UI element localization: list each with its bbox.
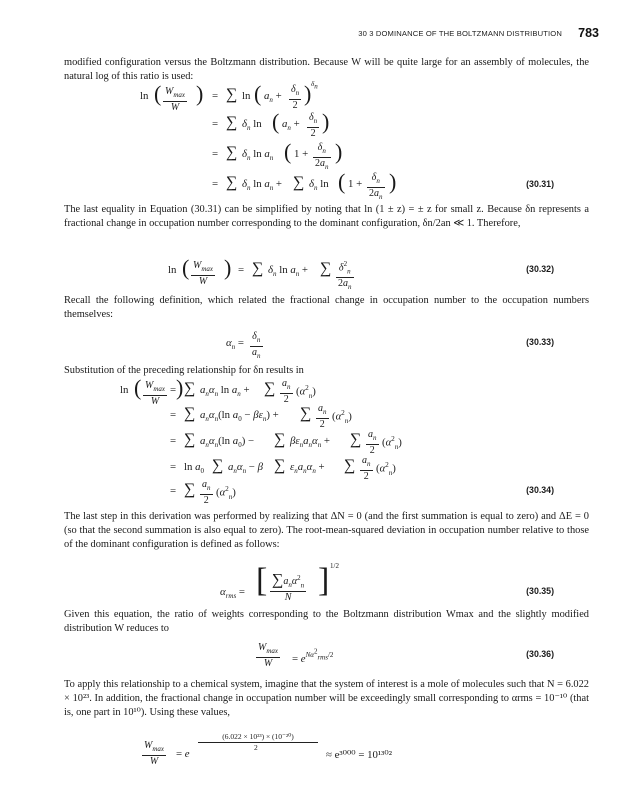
equation-30-34-line5: = ∑ $\frac{a_n}{2}$ $(\alpha^2_n)$ (30.34) (170, 479, 554, 506)
exponent-numerator: (6.022 × 10²³) × (10⁻²⁰) (222, 732, 294, 741)
equation-30-36: $W_{max}$ W = $e^{N\alpha^2_{rms}/2}$ (30.36) (258, 642, 554, 669)
equation-30-33: $\alpha_n$ = $\frac{\delta_n}{a_n}$ (30.33) (226, 331, 554, 360)
paragraph-chemical-system: To apply this relationship to a chemical system, imagine that the system of interest is a mole of molecules such that N = 6.022 × 10²³. In addition, the fractional change in occupation number will be exceedingly small corresponding to αrms = 10⁻¹⁰ (that is, one part in 10¹⁰). Using these values, (64, 679, 589, 719)
equation-ln-ratio-line1: ln ( $W_{max}$ W ) = ∑ ln ( $a_n$ + $\frac{\delta_n}{2}$ ) $\delta_n$ (140, 80, 318, 113)
paragraph-last-step: The last step in this derivation was performed by realizing that ΔN = 0 (and the first summation is equal to zero) and ΔE = 0 (so that the second summation is also equal to zero). The root-mean-squared deviation in occupation number relative to those of the dominant configuration is defined as follows: (64, 511, 589, 551)
eq-label-30-35: (30.35) (526, 586, 554, 596)
exponent-denominator: 2 (254, 743, 258, 752)
eq-label-30-31: (30.31) (526, 179, 554, 189)
equation-30-32: ln ( $W_{max}$ W ) = ∑ $\delta_n$ $\ln a_n$ + ∑ $\frac{\delta^2_n}{2a_n}$ (30.32) (168, 255, 554, 292)
eq-label-30-33: (30.33) (526, 337, 554, 347)
eq-label-30-36: (30.36) (526, 649, 554, 659)
equation-final-estimate: $W_{max}$ W = e (6.022 × 10²³) × (10⁻²⁰) 2 ≈ e³⁰⁰⁰ = 10¹³⁰² (144, 732, 392, 767)
eq-label-30-34: (30.34) (526, 485, 554, 495)
running-header (0, 27, 626, 43)
equation-30-34-line4: = $\ln a_0$ ∑ $a_n\alpha_n - \beta$ ∑ $\varepsilon_na_n\alpha_n$ + ∑ $\frac{a_n}{2}$ $(\alpha^2_n)$ (170, 455, 396, 482)
equation-30-34-line2: = ∑ $a_n\alpha_n(\ln$ $a_0 - \beta\varepsilon_n$) + ∑ $\frac{a_n}{2}$ $(\alpha^2_n)$ (170, 403, 352, 430)
equation-30-35: $\alpha_{rms}$ = [ $\sum a_n\alpha^2_n$ N ] 1/2 (30.35) (220, 562, 554, 604)
equation-30-34-line3: = ∑ $a_n\alpha_n(\ln$ $a_0$) − ∑ $\beta\varepsilon_na_n\alpha_n$ + ∑ $\frac{a_n}{2}$ $(\alpha^2_n)$ (170, 429, 402, 456)
equation-ln-ratio-line2: = ∑ $\delta_n$ ln ( $a_n$ + $\frac{\delta_n}{2}$ ) (212, 109, 330, 139)
approx-result: ≈ e³⁰⁰⁰ = 10¹³⁰² (326, 749, 392, 761)
equation-30-34-line1: ln ( $W_{max}$ W ) = ∑ $a_n\alpha_n$ $\ln a_n$ + ∑ $\frac{a_n}{2}$ $(\alpha^2_n)$ (120, 375, 316, 407)
paragraph-recall-definition: Recall the following definition, which related the fractional change in occupation number to the occupation numbers themselves: (64, 295, 589, 321)
paragraph-ratio-weights: Given this equation, the ratio of weights corresponding to the Boltzmann distribution Wmax and the slightly modified distribution W reduces to (64, 609, 589, 635)
section-title: 30 3 DOMINANCE OF THE BOLTZMANN DISTRIBUTION (358, 29, 562, 38)
paragraph-intro: modified configuration versus the Boltzmann distribution. Because W will be quite large for an assembly of molecules, the natural log of this ratio is used: (64, 57, 589, 83)
paragraph-simplification: The last equality in Equation (30.31) can be simplified by noting that ln (1 ± z) = ± z for small z. Because δn represents a fractional change in occupation number corresponding to the dominant configuration, δn/2an ≪ 1. Therefore, (64, 204, 589, 230)
equation-ln-ratio-line3: = ∑ $\delta_n$ $\ln a_n$ ( 1 + $\frac{\delta_n}{2a_n}$ ) (212, 139, 343, 171)
equation-ln-ratio-line4: = ∑ $\delta_n$ $\ln a_n$ + ∑ $\delta_n$ ln ( 1 + $\frac{\delta_n}{2a_n}$ ) (30.31) (212, 169, 554, 201)
paragraph-substitution: Substitution of the preceding relationship for δn results in (64, 365, 304, 376)
eq-label-30-32: (30.32) (526, 264, 554, 274)
page-number: 783 (578, 26, 599, 40)
